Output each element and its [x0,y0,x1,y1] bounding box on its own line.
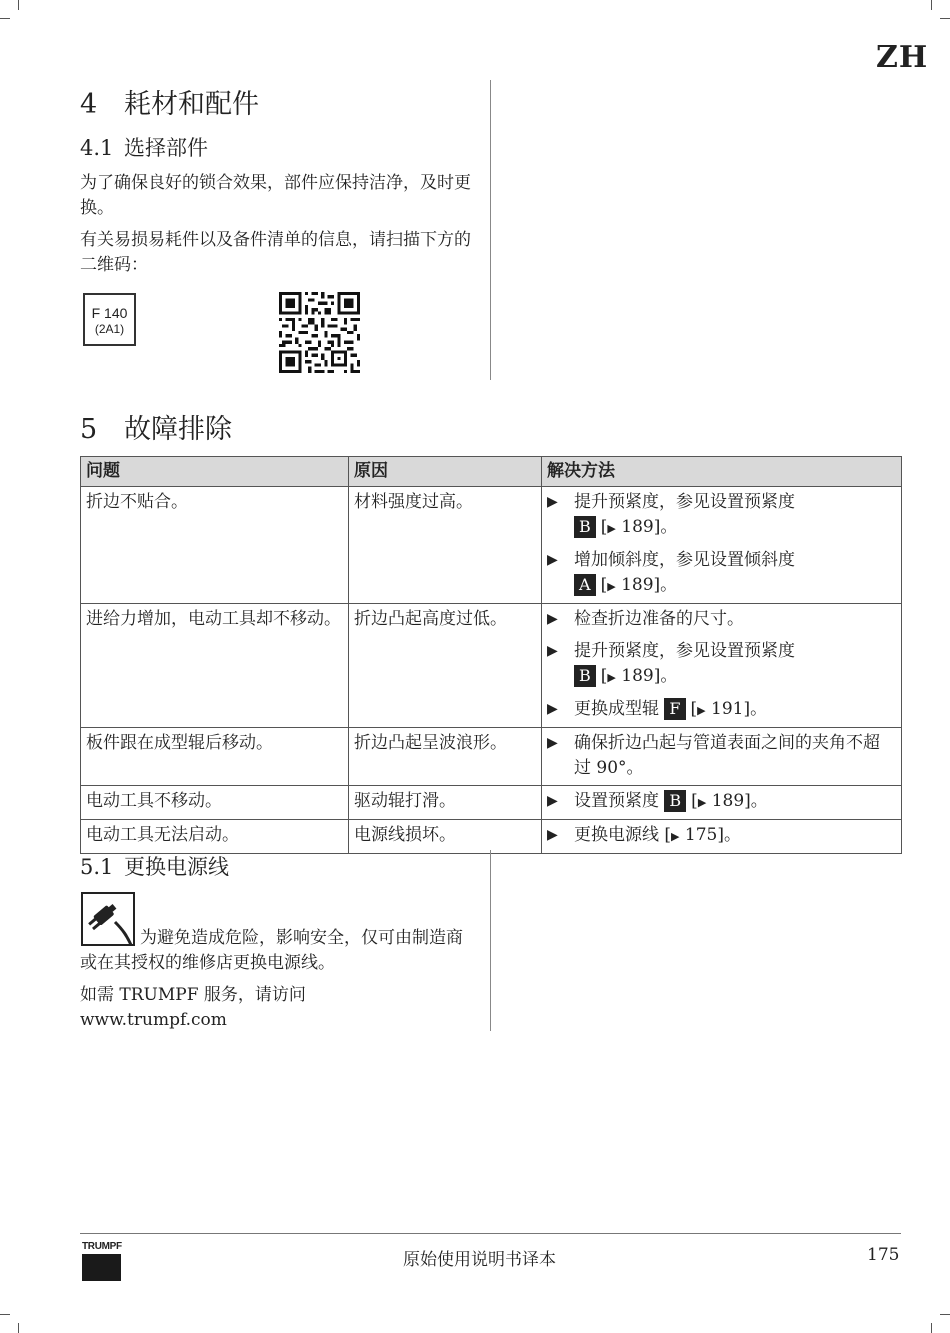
language-code: ZH [876,40,929,75]
model-box [83,293,136,346]
solution-text: 更换电源线 [574,825,659,845]
column-divider [490,80,491,380]
solution-text: 增加倾斜度，参见设置倾斜度 [574,550,795,570]
crop-mark [931,1323,932,1333]
crop-mark [0,1314,10,1315]
section-5-heading [80,407,232,446]
reference-link[interactable]: [▶ 191]。 [690,699,768,719]
reference-link[interactable]: [▶ 189]。 [600,517,678,537]
table-row [81,728,902,786]
component-key: B [574,516,596,538]
page-ref-icon: ▶ [697,796,707,809]
solution-text: 检查折边准备的尺寸。 [574,609,744,629]
qr-code[interactable] [279,292,360,373]
trumpf-logo: TRUMPF [82,1241,122,1252]
section-4-heading [80,82,259,121]
power-cord-warning: 为避免造成危险，影响安全，仅可由制造商或在其授权的维修店更换电源线。 [80,928,463,973]
section-title: 更换电源线 [124,855,229,879]
solution-cell [542,487,902,604]
column-header-problem: 问题 [81,457,349,487]
reference-link[interactable]: [▶ 189]。 [691,791,768,811]
component-key: F [664,698,685,720]
reference-link[interactable]: [▶ 189]。 [600,666,678,686]
bullet-arrow-icon: ▶ [547,793,558,809]
table-row [81,604,902,728]
table-row [81,786,902,820]
cause-cell: 驱动辊打滑。 [349,786,542,820]
component-key: A [574,574,596,596]
paragraph-keep-clean: 为了确保良好的锁合效果，部件应保持洁净，及时更换。 [80,173,471,218]
model-variant: (2A1) [94,322,125,336]
component-key: B [664,790,686,812]
service-url-link[interactable]: www.trumpf.com [80,1010,227,1030]
page-ref-icon: ▶ [607,522,616,535]
model-name: F 140 [91,305,128,321]
solution-text: 提升预紧度，参见设置预紧度 [574,492,795,512]
service-line: 如需 TRUMPF 服务，请访问 [80,985,306,1005]
problem-cell: 折边不贴合。 [81,487,349,604]
bullet-arrow-icon: ▶ [547,735,558,751]
problem-cell: 进给力增加，电动工具却不移动。 [81,604,349,728]
section-number: 4.1 [80,136,114,160]
table-row [81,820,902,854]
solution-cell [542,728,902,786]
solution-text: 更换成型辊 [574,699,659,719]
column-divider [490,850,491,1031]
crop-mark [18,1323,19,1333]
solution-text: 设置预紧度 [574,791,659,811]
cause-cell: 折边凸起呈波浪形。 [349,728,542,786]
trumpf-logo-block [82,1254,121,1281]
section-4-1-heading [80,132,208,162]
solution-text: 提升预紧度，参见设置预紧度 [574,641,795,661]
footer-title: 原始使用说明书译本 [403,1250,556,1270]
page-ref-icon: ▶ [697,704,706,717]
solution-cell [542,820,902,854]
section-title: 故障排除 [124,414,232,445]
section-number: 5.1 [80,855,114,879]
table-row [81,487,902,604]
solution-item [547,639,896,690]
component-key: B [574,665,596,687]
crop-mark [940,18,950,19]
footer-rule [80,1233,901,1234]
problem-cell: 板件跟在成型辊后移动。 [81,728,349,786]
section-title: 耗材和配件 [124,89,259,120]
problem-cell: 电动工具无法启动。 [81,820,349,854]
paragraph-scan-qr: 有关易损易耗件以及备件清单的信息，请扫描下方的二维码： [80,230,471,275]
bullet-arrow-icon: ▶ [547,611,558,627]
solution-item [547,490,896,541]
cause-cell: 电源线损坏。 [349,820,542,854]
solution-item [547,823,896,849]
bullet-arrow-icon: ▶ [547,643,558,659]
page-ref-icon: ▶ [671,830,680,843]
page-ref-icon: ▶ [607,671,616,684]
solution-item [547,697,896,723]
solution-item [547,789,896,815]
crop-mark [0,18,10,19]
section-number: 5 [80,414,98,445]
solution-item [547,548,896,599]
section-title: 选择部件 [124,136,208,160]
page-ref-icon: ▶ [607,580,616,593]
cause-cell: 折边凸起高度过低。 [349,604,542,728]
section-number: 4 [80,89,98,120]
solution-text: 确保折边凸起与管道表面之间的夹角不超过 90°。 [574,733,880,778]
solution-item [547,607,896,632]
reference-link[interactable]: [▶ 189]。 [600,575,678,595]
crop-mark [931,0,932,10]
crop-mark [18,0,19,10]
bullet-arrow-icon: ▶ [547,701,558,717]
problem-cell: 电动工具不移动。 [81,786,349,820]
column-header-cause: 原因 [349,457,542,487]
bullet-arrow-icon: ▶ [547,827,558,843]
solution-cell [542,786,902,820]
troubleshooting-table [80,456,902,854]
page-number: 175 [867,1245,900,1265]
column-header-solution: 解决方法 [542,457,902,487]
solution-cell [542,604,902,728]
bullet-arrow-icon: ▶ [547,552,558,568]
solution-item [547,731,896,781]
crop-mark [940,1314,950,1315]
bullet-arrow-icon: ▶ [547,494,558,510]
cause-cell: 材料强度过高。 [349,487,542,604]
reference-link[interactable]: [▶ 175]。 [664,825,742,845]
table-header-row [81,457,902,487]
section-5-1-heading [80,851,229,881]
